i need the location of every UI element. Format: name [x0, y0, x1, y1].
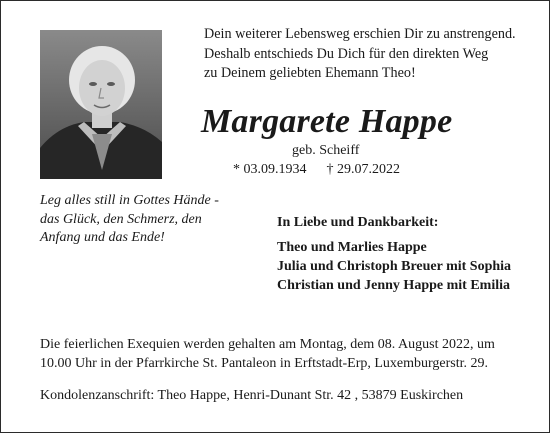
poem-line: zu Deinem geliebten Ehemann Theo! [204, 65, 416, 81]
quote-line: Leg alles still in Gottes Hände - [40, 193, 219, 208]
service-line: 10.00 Uhr in der Pfarrkirche St. Pantaleon in Erftstadt-Erp, Luxemburgerstr. 29. [40, 356, 489, 371]
life-dates [233, 161, 400, 179]
birth-date: * 03.09.1934 [233, 162, 307, 177]
poem-line: Deshalb entschieds Du Dich für den direkten Weg [204, 45, 489, 62]
mourners [277, 213, 537, 295]
death-date: † 29.07.2022 [326, 162, 400, 177]
mourner-name: Christian und Jenny Happe mit Emilia [277, 278, 510, 293]
mourners-intro: In Liebe und Dankbarkeit: [277, 215, 439, 230]
birth-name: geb. Scheiff [292, 143, 360, 158]
poem-line: Dein weiterer Lebensweg erschien Dir zu anstrengend. [204, 26, 516, 42]
mourner-name: Theo und Marlies Happe [277, 240, 427, 255]
condolence-address: Kondolenzanschrift: Theo Happe, Henri-Dunant Str. 42 , 53879 Euskirchen [40, 388, 464, 403]
poem [204, 25, 534, 84]
portrait-image [40, 30, 162, 179]
funeral-service-info [40, 335, 540, 373]
bible-quote [40, 192, 240, 248]
quote-line: Anfang und das Ende! [40, 230, 165, 245]
portrait-photo [40, 30, 162, 179]
deceased-name: Margarete Happe [201, 103, 453, 140]
quote-line: das Glück, den Schmerz, den [40, 211, 202, 227]
mourner-name: Julia und Christoph Breuer mit Sophia [277, 259, 512, 274]
service-line: Die feierlichen Exequien werden gehalten am Montag, dem 08. August 2022, um [40, 337, 495, 352]
